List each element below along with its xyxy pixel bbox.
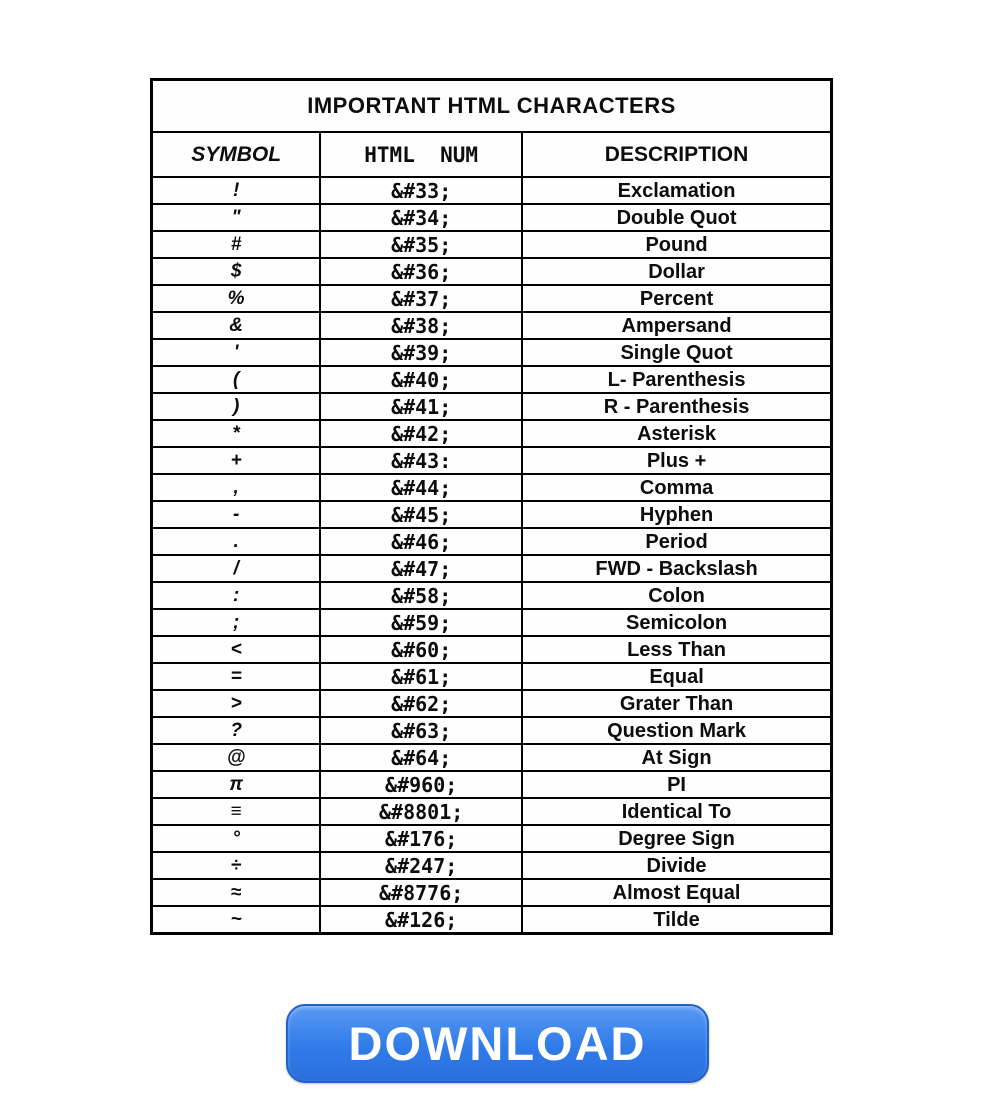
html-num-cell: &#37;: [320, 285, 522, 312]
description-cell: Equal: [522, 663, 831, 690]
column-header-description: DESCRIPTION: [522, 132, 831, 177]
symbol-cell: ≡: [152, 798, 321, 825]
symbol-cell: >: [152, 690, 321, 717]
html-num-cell: &#176;: [320, 825, 522, 852]
description-cell: Question Mark: [522, 717, 831, 744]
description-cell: Single Quot: [522, 339, 831, 366]
symbol-cell: ~: [152, 906, 321, 934]
description-cell: Grater Than: [522, 690, 831, 717]
symbol-cell: <: [152, 636, 321, 663]
symbol-cell: ;: [152, 609, 321, 636]
description-cell: Tilde: [522, 906, 831, 934]
table-row: [152, 339, 832, 366]
description-cell: Dollar: [522, 258, 831, 285]
html-characters-table: [150, 78, 833, 935]
description-cell: L- Parenthesis: [522, 366, 831, 393]
description-cell: Less Than: [522, 636, 831, 663]
html-num-cell: &#58;: [320, 582, 522, 609]
table-row: [152, 312, 832, 339]
description-cell: Degree Sign: [522, 825, 831, 852]
html-num-cell: &#63;: [320, 717, 522, 744]
html-num-cell: &#247;: [320, 852, 522, 879]
html-num-cell: &#64;: [320, 744, 522, 771]
html-num-cell: &#45;: [320, 501, 522, 528]
description-cell: R - Parenthesis: [522, 393, 831, 420]
description-cell: FWD - Backslash: [522, 555, 831, 582]
table-row: [152, 582, 832, 609]
table-header-row: [152, 132, 832, 177]
symbol-cell: $: [152, 258, 321, 285]
table-row: [152, 285, 832, 312]
html-num-cell: &#39;: [320, 339, 522, 366]
table-row: [152, 609, 832, 636]
html-num-cell: &#35;: [320, 231, 522, 258]
html-num-cell: &#59;: [320, 609, 522, 636]
symbol-cell: #: [152, 231, 321, 258]
table-row: [152, 744, 832, 771]
table-row: [152, 852, 832, 879]
symbol-cell: ?: [152, 717, 321, 744]
symbol-cell: ': [152, 339, 321, 366]
html-num-cell: &#47;: [320, 555, 522, 582]
table-row: [152, 555, 832, 582]
table-row: [152, 798, 832, 825]
symbol-cell: -: [152, 501, 321, 528]
html-num-cell: &#38;: [320, 312, 522, 339]
symbol-cell: &: [152, 312, 321, 339]
table-row: [152, 393, 832, 420]
symbol-cell: π: [152, 771, 321, 798]
description-cell: Asterisk: [522, 420, 831, 447]
html-num-cell: &#8801;: [320, 798, 522, 825]
description-cell: Plus +: [522, 447, 831, 474]
description-cell: Pound: [522, 231, 831, 258]
table-row: [152, 906, 832, 934]
table-row: [152, 447, 832, 474]
table-row: [152, 501, 832, 528]
html-num-cell: &#62;: [320, 690, 522, 717]
table-row: [152, 204, 832, 231]
html-num-cell: &#44;: [320, 474, 522, 501]
description-cell: Hyphen: [522, 501, 831, 528]
description-cell: Double Quot: [522, 204, 831, 231]
table-row: [152, 879, 832, 906]
symbol-cell: /: [152, 555, 321, 582]
symbol-cell: ": [152, 204, 321, 231]
table-row: [152, 771, 832, 798]
description-cell: Almost Equal: [522, 879, 831, 906]
html-num-cell: &#33;: [320, 177, 522, 204]
table-row: [152, 420, 832, 447]
table-row: [152, 258, 832, 285]
symbol-cell: .: [152, 528, 321, 555]
table-row: [152, 474, 832, 501]
symbol-cell: =: [152, 663, 321, 690]
html-num-cell: &#40;: [320, 366, 522, 393]
table-row: [152, 717, 832, 744]
symbol-cell: *: [152, 420, 321, 447]
description-cell: Percent: [522, 285, 831, 312]
table-body: [152, 177, 832, 934]
table-row: [152, 528, 832, 555]
html-num-cell: &#126;: [320, 906, 522, 934]
description-cell: Comma: [522, 474, 831, 501]
description-cell: Ampersand: [522, 312, 831, 339]
html-num-cell: &#960;: [320, 771, 522, 798]
table-row: [152, 366, 832, 393]
description-cell: At Sign: [522, 744, 831, 771]
description-cell: Semicolon: [522, 609, 831, 636]
description-cell: Period: [522, 528, 831, 555]
symbol-cell: °: [152, 825, 321, 852]
table-row: [152, 636, 832, 663]
description-cell: Identical To: [522, 798, 831, 825]
html-num-cell: &#42;: [320, 420, 522, 447]
html-num-cell: &#43:: [320, 447, 522, 474]
symbol-cell: ≈: [152, 879, 321, 906]
column-header-html-num: HTML NUM: [320, 132, 522, 177]
html-num-cell: &#46;: [320, 528, 522, 555]
html-num-cell: &#41;: [320, 393, 522, 420]
symbol-cell: (: [152, 366, 321, 393]
symbol-cell: +: [152, 447, 321, 474]
table-row: [152, 663, 832, 690]
description-cell: Colon: [522, 582, 831, 609]
html-num-cell: &#8776;: [320, 879, 522, 906]
table-row: [152, 231, 832, 258]
symbol-cell: ÷: [152, 852, 321, 879]
html-num-cell: &#61;: [320, 663, 522, 690]
description-cell: PI: [522, 771, 831, 798]
table-row: [152, 177, 832, 204]
symbol-cell: :: [152, 582, 321, 609]
download-button[interactable]: DOWNLOAD: [286, 1004, 709, 1083]
symbol-cell: @: [152, 744, 321, 771]
symbol-cell: !: [152, 177, 321, 204]
table-title-row: [152, 80, 832, 133]
symbol-cell: ,: [152, 474, 321, 501]
description-cell: Divide: [522, 852, 831, 879]
table-row: [152, 690, 832, 717]
table-row: [152, 825, 832, 852]
symbol-cell: %: [152, 285, 321, 312]
html-num-cell: &#36;: [320, 258, 522, 285]
table-title: IMPORTANT HTML CHARACTERS: [152, 80, 832, 133]
html-num-cell: &#34;: [320, 204, 522, 231]
column-header-symbol: SYMBOL: [152, 132, 321, 177]
symbol-cell: ): [152, 393, 321, 420]
description-cell: Exclamation: [522, 177, 831, 204]
html-num-cell: &#60;: [320, 636, 522, 663]
